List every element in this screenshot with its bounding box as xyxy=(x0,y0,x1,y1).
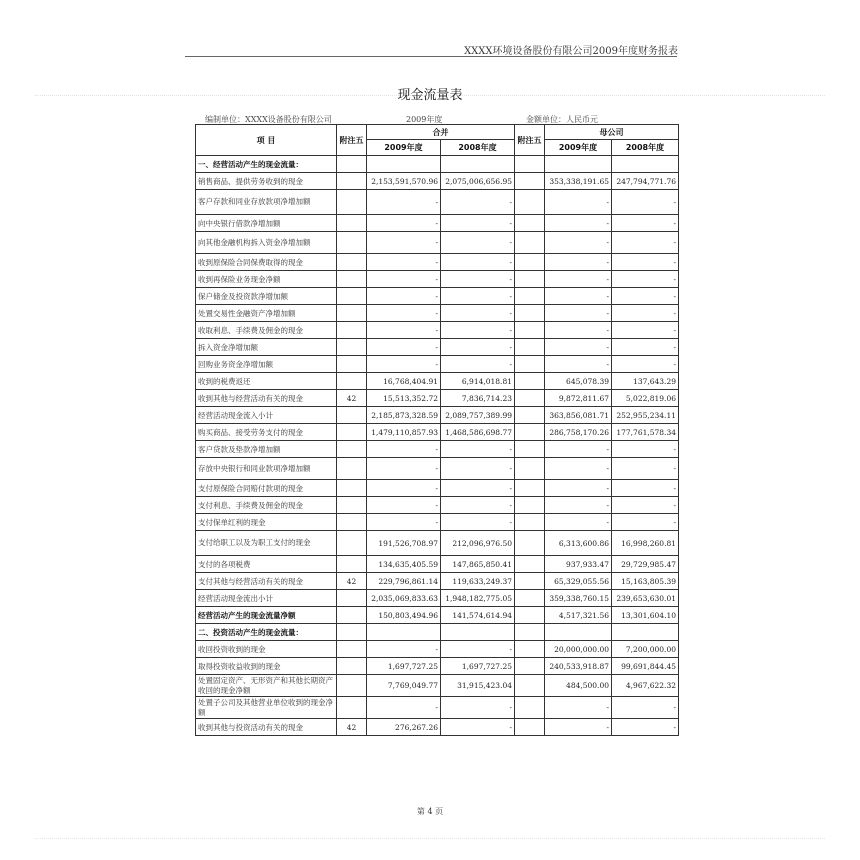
row-note-ref-parent xyxy=(515,497,545,514)
row-note-ref xyxy=(337,156,367,173)
row-item-label: 经营活动产生的现金流量净额 xyxy=(196,607,337,624)
row-note-ref: 42 xyxy=(337,573,367,590)
cell-consolidated-2009: - xyxy=(367,697,441,719)
row-note-ref-parent xyxy=(515,288,545,305)
row-item-label: 支付原保险合同赔付款项的现金 xyxy=(196,480,337,497)
row-note-ref-parent xyxy=(515,531,545,556)
row-note-ref xyxy=(337,339,367,356)
cell-parent-2008: 7,200,000.00 xyxy=(612,641,679,658)
cell-consolidated-2008: 212,096,976.50 xyxy=(441,531,515,556)
row-item-label: 取得投资收益收到的现金 xyxy=(196,658,337,675)
cell-parent-2008: - xyxy=(612,190,679,215)
row-item-label: 保户储金及投资款净增加额 xyxy=(196,288,337,305)
cell-parent-2009: - xyxy=(545,719,612,736)
row-item-label: 经营活动现金流出小计 xyxy=(196,590,337,607)
cell-parent-2009: - xyxy=(545,232,612,254)
cell-consolidated-2008: - xyxy=(441,697,515,719)
cell-parent-2008: - xyxy=(612,305,679,322)
row-note-ref xyxy=(337,675,367,697)
cell-parent-2009: 363,856,081.71 xyxy=(545,407,612,424)
cell-parent-2009: - xyxy=(545,480,612,497)
table-row xyxy=(196,288,679,305)
cell-parent-2009: - xyxy=(545,514,612,531)
cell-consolidated-2008: 147,865,850.41 xyxy=(441,556,515,573)
column-header-2008: 2008年度 xyxy=(441,140,515,156)
cell-parent-2008: - xyxy=(612,232,679,254)
table-row xyxy=(196,675,679,697)
cell-consolidated-2009: - xyxy=(367,480,441,497)
cell-consolidated-2009: 134,635,405.59 xyxy=(367,556,441,573)
cell-parent-2008: - xyxy=(612,697,679,719)
row-item-label: 支付的各项税费 xyxy=(196,556,337,573)
column-header-item: 项 目 xyxy=(196,125,337,156)
cell-parent-2008 xyxy=(612,624,679,641)
cell-consolidated-2009: 16,768,404.91 xyxy=(367,373,441,390)
row-note-ref-parent xyxy=(515,675,545,697)
row-note-ref xyxy=(337,424,367,441)
table-row xyxy=(196,339,679,356)
cell-consolidated-2009: - xyxy=(367,514,441,531)
cell-consolidated-2008: - xyxy=(441,288,515,305)
cell-consolidated-2008: - xyxy=(441,497,515,514)
cell-parent-2008: 15,163,805.39 xyxy=(612,573,679,590)
cell-consolidated-2009: - xyxy=(367,254,441,271)
cell-parent-2008: 239,653,630.01 xyxy=(612,590,679,607)
row-note-ref xyxy=(337,641,367,658)
row-note-ref: 42 xyxy=(337,390,367,407)
row-item-label: 收到的税费返还 xyxy=(196,373,337,390)
column-header-parent: 母公司 xyxy=(545,125,679,140)
cell-consolidated-2008: - xyxy=(441,339,515,356)
table-row xyxy=(196,215,679,232)
cell-parent-2009: - xyxy=(545,441,612,458)
cell-consolidated-2009: - xyxy=(367,458,441,480)
cell-consolidated-2009 xyxy=(367,156,441,173)
row-note-ref xyxy=(337,356,367,373)
cell-parent-2009: 20,000,000.00 xyxy=(545,641,612,658)
cell-consolidated-2009: 2,035,069,833.63 xyxy=(367,590,441,607)
cell-consolidated-2008: 1,697,727.25 xyxy=(441,658,515,675)
divider xyxy=(35,838,825,839)
table-row xyxy=(196,556,679,573)
cell-consolidated-2008: - xyxy=(441,458,515,480)
cell-parent-2009: 353,338,191.65 xyxy=(545,173,612,190)
cell-consolidated-2008: - xyxy=(441,215,515,232)
column-header-2009: 2009年度 xyxy=(367,140,441,156)
row-note-ref-parent xyxy=(515,190,545,215)
cell-parent-2008: - xyxy=(612,288,679,305)
cell-parent-2009: - xyxy=(545,697,612,719)
cell-consolidated-2009: 2,153,591,570.96 xyxy=(367,173,441,190)
cell-parent-2009: 65,329,055.56 xyxy=(545,573,612,590)
row-note-ref-parent xyxy=(515,590,545,607)
table-row xyxy=(196,658,679,675)
cell-consolidated-2008: - xyxy=(441,232,515,254)
cell-parent-2009: - xyxy=(545,339,612,356)
row-note-ref xyxy=(337,373,367,390)
cell-consolidated-2008: - xyxy=(441,356,515,373)
table-row xyxy=(196,173,679,190)
row-item-label: 收到原保险合同保费取得的现金 xyxy=(196,254,337,271)
cell-parent-2008: - xyxy=(612,514,679,531)
cell-consolidated-2008: - xyxy=(441,719,515,736)
cell-consolidated-2008: 1,948,182,775.05 xyxy=(441,590,515,607)
cell-consolidated-2009: - xyxy=(367,215,441,232)
row-note-ref-parent xyxy=(515,658,545,675)
company-name: 编制单位：XXXX设备股份有限公司 xyxy=(205,115,332,124)
cell-consolidated-2008: - xyxy=(441,641,515,658)
row-note-ref-parent xyxy=(515,232,545,254)
table-row xyxy=(196,697,679,719)
page-number: 第 4 页 xyxy=(416,807,444,816)
row-item-label: 经营活动现金流入小计 xyxy=(196,407,337,424)
cell-parent-2008: - xyxy=(612,458,679,480)
cell-consolidated-2008: - xyxy=(441,480,515,497)
row-item-label: 收到其他与投资活动有关的现金 xyxy=(196,719,337,736)
row-item-label: 支付利息、手续费及佣金的现金 xyxy=(196,497,337,514)
row-note-ref-parent xyxy=(515,322,545,339)
row-note-ref xyxy=(337,497,367,514)
row-item-label: 收取利息、手续费及佣金的现金 xyxy=(196,322,337,339)
cell-consolidated-2008: 7,836,714.23 xyxy=(441,390,515,407)
cell-parent-2009: 484,500.00 xyxy=(545,675,612,697)
cell-parent-2008: 5,022,819.06 xyxy=(612,390,679,407)
row-item-label: 拆入资金净增加额 xyxy=(196,339,337,356)
cell-consolidated-2008: 31,915,423.04 xyxy=(441,675,515,697)
cell-consolidated-2008: 2,075,006,656.95 xyxy=(441,173,515,190)
table-row xyxy=(196,156,679,173)
table-row xyxy=(196,607,679,624)
cell-parent-2008: - xyxy=(612,322,679,339)
table-row xyxy=(196,390,679,407)
row-note-ref xyxy=(337,624,367,641)
row-note-ref xyxy=(337,531,367,556)
table-row xyxy=(196,719,679,736)
row-note-ref xyxy=(337,480,367,497)
cell-consolidated-2008: - xyxy=(441,322,515,339)
cell-parent-2009: - xyxy=(545,497,612,514)
row-item-label: 处置交易性金融资产净增加额 xyxy=(196,305,337,322)
cell-parent-2008: - xyxy=(612,719,679,736)
cell-consolidated-2009: - xyxy=(367,305,441,322)
cell-consolidated-2008: - xyxy=(441,190,515,215)
cell-consolidated-2009: 150,803,494.96 xyxy=(367,607,441,624)
table-row xyxy=(196,590,679,607)
cell-parent-2009: - xyxy=(545,356,612,373)
cell-consolidated-2008: 141,574,614.94 xyxy=(441,607,515,624)
cell-parent-2009 xyxy=(545,624,612,641)
row-item-label: 向中央银行借款净增加额 xyxy=(196,215,337,232)
row-note-ref-parent xyxy=(515,573,545,590)
row-note-ref xyxy=(337,407,367,424)
cell-parent-2008: 137,643.29 xyxy=(612,373,679,390)
row-note-ref xyxy=(337,305,367,322)
cell-consolidated-2009: - xyxy=(367,271,441,288)
cell-parent-2008: - xyxy=(612,271,679,288)
cell-consolidated-2009: 15,513,352.72 xyxy=(367,390,441,407)
cell-consolidated-2009: - xyxy=(367,356,441,373)
row-note-ref xyxy=(337,658,367,675)
cell-consolidated-2009: - xyxy=(367,441,441,458)
row-note-ref-parent xyxy=(515,390,545,407)
row-note-ref-parent xyxy=(515,624,545,641)
row-note-ref xyxy=(337,190,367,215)
table-row xyxy=(196,480,679,497)
row-item-label: 购买商品、接受劳务支付的现金 xyxy=(196,424,337,441)
row-item-label: 二、投资活动产生的现金流量： xyxy=(196,624,337,641)
row-note-ref-parent xyxy=(515,407,545,424)
row-note-ref-parent xyxy=(515,254,545,271)
cell-consolidated-2009 xyxy=(367,624,441,641)
row-note-ref-parent xyxy=(515,356,545,373)
cell-consolidated-2008: 119,633,249.37 xyxy=(441,573,515,590)
cell-parent-2008: 13,301,604.10 xyxy=(612,607,679,624)
cell-parent-2009: 286,758,170.26 xyxy=(545,424,612,441)
row-note-ref xyxy=(337,322,367,339)
table-row xyxy=(196,190,679,215)
row-note-ref-parent xyxy=(515,156,545,173)
cell-parent-2009: - xyxy=(545,305,612,322)
row-note-ref xyxy=(337,173,367,190)
row-note-ref-parent xyxy=(515,373,545,390)
cell-consolidated-2009: 191,526,708.97 xyxy=(367,531,441,556)
column-header-parent-2009: 2009年度 xyxy=(545,140,612,156)
row-item-label: 处置固定资产、无形资产和其他长期资产收回的现金净额 xyxy=(196,675,337,697)
cell-consolidated-2009: - xyxy=(367,232,441,254)
cell-consolidated-2009: 229,796,861.14 xyxy=(367,573,441,590)
cell-parent-2009: 240,533,918.87 xyxy=(545,658,612,675)
row-item-label: 客户存款和同业存放款项净增加额 xyxy=(196,190,337,215)
row-item-label: 客户贷款及垫款净增加额 xyxy=(196,441,337,458)
cell-parent-2009: - xyxy=(545,288,612,305)
row-note-ref xyxy=(337,590,367,607)
row-note-ref-parent xyxy=(515,719,545,736)
row-note-ref-parent xyxy=(515,697,545,719)
row-note-ref-parent xyxy=(515,641,545,658)
table-row xyxy=(196,373,679,390)
cell-consolidated-2009: - xyxy=(367,641,441,658)
row-note-ref xyxy=(337,288,367,305)
row-note-ref-parent xyxy=(515,271,545,288)
cell-consolidated-2009: - xyxy=(367,339,441,356)
cell-parent-2009: 4,517,321.56 xyxy=(545,607,612,624)
row-item-label: 回购业务资金净增加额 xyxy=(196,356,337,373)
row-item-label: 支付保单红利的现金 xyxy=(196,514,337,531)
column-header-consolidated: 合并 xyxy=(367,125,515,140)
cell-parent-2008: - xyxy=(612,339,679,356)
row-item-label: 处置子公司及其他营业单位收到的现金净额 xyxy=(196,697,337,719)
table-row xyxy=(196,271,679,288)
table-row xyxy=(196,624,679,641)
cell-parent-2008: - xyxy=(612,497,679,514)
cell-consolidated-2009: 7,769,049.77 xyxy=(367,675,441,697)
table-row xyxy=(196,356,679,373)
column-header-note-parent: 附注五 xyxy=(515,125,545,156)
cell-parent-2009: - xyxy=(545,190,612,215)
row-note-ref: 42 xyxy=(337,719,367,736)
row-note-ref xyxy=(337,514,367,531)
table-row xyxy=(196,531,679,556)
row-note-ref xyxy=(337,607,367,624)
cell-consolidated-2009: - xyxy=(367,190,441,215)
cell-consolidated-2009: 1,479,110,857.93 xyxy=(367,424,441,441)
cell-consolidated-2008: - xyxy=(441,305,515,322)
table-row xyxy=(196,305,679,322)
row-note-ref xyxy=(337,254,367,271)
cell-parent-2009: - xyxy=(545,215,612,232)
cell-parent-2008: 16,998,260.81 xyxy=(612,531,679,556)
column-header-note: 附注五 xyxy=(337,125,367,156)
row-note-ref-parent xyxy=(515,607,545,624)
row-note-ref-parent xyxy=(515,173,545,190)
row-note-ref-parent xyxy=(515,215,545,232)
cell-consolidated-2009: 276,267.26 xyxy=(367,719,441,736)
cash-flow-table xyxy=(195,124,679,736)
cell-parent-2008: - xyxy=(612,254,679,271)
cell-consolidated-2008 xyxy=(441,624,515,641)
table-row xyxy=(196,232,679,254)
cell-parent-2009: - xyxy=(545,322,612,339)
cell-parent-2008 xyxy=(612,156,679,173)
cell-consolidated-2009: 1,697,727.25 xyxy=(367,658,441,675)
currency-unit: 金额单位：人民币元 xyxy=(526,115,598,124)
row-note-ref-parent xyxy=(515,305,545,322)
table-row xyxy=(196,497,679,514)
cell-parent-2009: - xyxy=(545,271,612,288)
cell-parent-2009: 9,872,811.67 xyxy=(545,390,612,407)
cell-consolidated-2009: - xyxy=(367,497,441,514)
cell-consolidated-2008: - xyxy=(441,254,515,271)
table-row xyxy=(196,407,679,424)
cell-parent-2009 xyxy=(545,156,612,173)
row-note-ref xyxy=(337,441,367,458)
cell-parent-2009: - xyxy=(545,458,612,480)
row-item-label: 支付其他与经营活动有关的现金 xyxy=(196,573,337,590)
row-note-ref xyxy=(337,556,367,573)
cell-parent-2008: 252,955,234.11 xyxy=(612,407,679,424)
page-title: 现金流量表 xyxy=(397,88,463,103)
row-item-label: 收到再保险业务现金净额 xyxy=(196,271,337,288)
column-header-parent-2008: 2008年度 xyxy=(612,140,679,156)
cell-consolidated-2008: - xyxy=(441,271,515,288)
cell-parent-2008: - xyxy=(612,215,679,232)
row-item-label: 存放中央银行和同业款项净增加额 xyxy=(196,458,337,480)
row-note-ref-parent xyxy=(515,556,545,573)
cell-parent-2009: 6,313,600.86 xyxy=(545,531,612,556)
cell-consolidated-2008: - xyxy=(441,514,515,531)
cell-parent-2009: 645,078.39 xyxy=(545,373,612,390)
cell-parent-2009: - xyxy=(545,254,612,271)
cell-parent-2009: 359,338,760.15 xyxy=(545,590,612,607)
row-note-ref xyxy=(337,697,367,719)
cell-consolidated-2008: - xyxy=(441,441,515,458)
cell-parent-2008: 247,794,771.76 xyxy=(612,173,679,190)
cell-parent-2008: - xyxy=(612,480,679,497)
cell-parent-2008: 4,967,622.32 xyxy=(612,675,679,697)
table-row xyxy=(196,322,679,339)
row-note-ref xyxy=(337,271,367,288)
cell-consolidated-2009: 2,185,873,328.59 xyxy=(367,407,441,424)
row-note-ref xyxy=(337,458,367,480)
table-row xyxy=(196,458,679,480)
row-item-label: 收回投资收到的现金 xyxy=(196,641,337,658)
row-item-label: 销售商品、提供劳务收到的现金 xyxy=(196,173,337,190)
report-header: XXXX环境设备股份有限公司2009年度财务报表 xyxy=(464,46,678,57)
row-item-label: 支付给职工以及为职工支付的现金 xyxy=(196,531,337,556)
row-item-label: 一、经营活动产生的现金流量： xyxy=(196,156,337,173)
cell-consolidated-2009: - xyxy=(367,322,441,339)
row-item-label: 收到其他与经营活动有关的现金 xyxy=(196,390,337,407)
table-row xyxy=(196,441,679,458)
cell-parent-2008: - xyxy=(612,441,679,458)
row-note-ref-parent xyxy=(515,514,545,531)
cell-parent-2009: 937,933.47 xyxy=(545,556,612,573)
table-row xyxy=(196,573,679,590)
header-rule xyxy=(185,56,677,57)
cell-parent-2008: 29,729,985.47 xyxy=(612,556,679,573)
report-year: 2009年度 xyxy=(406,115,443,124)
row-note-ref-parent xyxy=(515,458,545,480)
cell-consolidated-2008: 6,914,018.81 xyxy=(441,373,515,390)
cell-consolidated-2009: - xyxy=(367,288,441,305)
cell-consolidated-2008: 1,468,586,698.77 xyxy=(441,424,515,441)
row-note-ref-parent xyxy=(515,339,545,356)
table-row xyxy=(196,254,679,271)
table-row xyxy=(196,514,679,531)
row-note-ref-parent xyxy=(515,424,545,441)
cell-parent-2008: - xyxy=(612,356,679,373)
table-row xyxy=(196,641,679,658)
cell-consolidated-2008 xyxy=(441,156,515,173)
row-item-label: 向其他金融机构拆入资金净增加额 xyxy=(196,232,337,254)
cell-consolidated-2008: 2,089,757,389.99 xyxy=(441,407,515,424)
row-note-ref-parent xyxy=(515,480,545,497)
row-note-ref xyxy=(337,215,367,232)
table-row xyxy=(196,424,679,441)
row-note-ref-parent xyxy=(515,441,545,458)
cell-parent-2008: 99,691,844.45 xyxy=(612,658,679,675)
cell-parent-2008: 177,761,578.34 xyxy=(612,424,679,441)
row-note-ref xyxy=(337,232,367,254)
